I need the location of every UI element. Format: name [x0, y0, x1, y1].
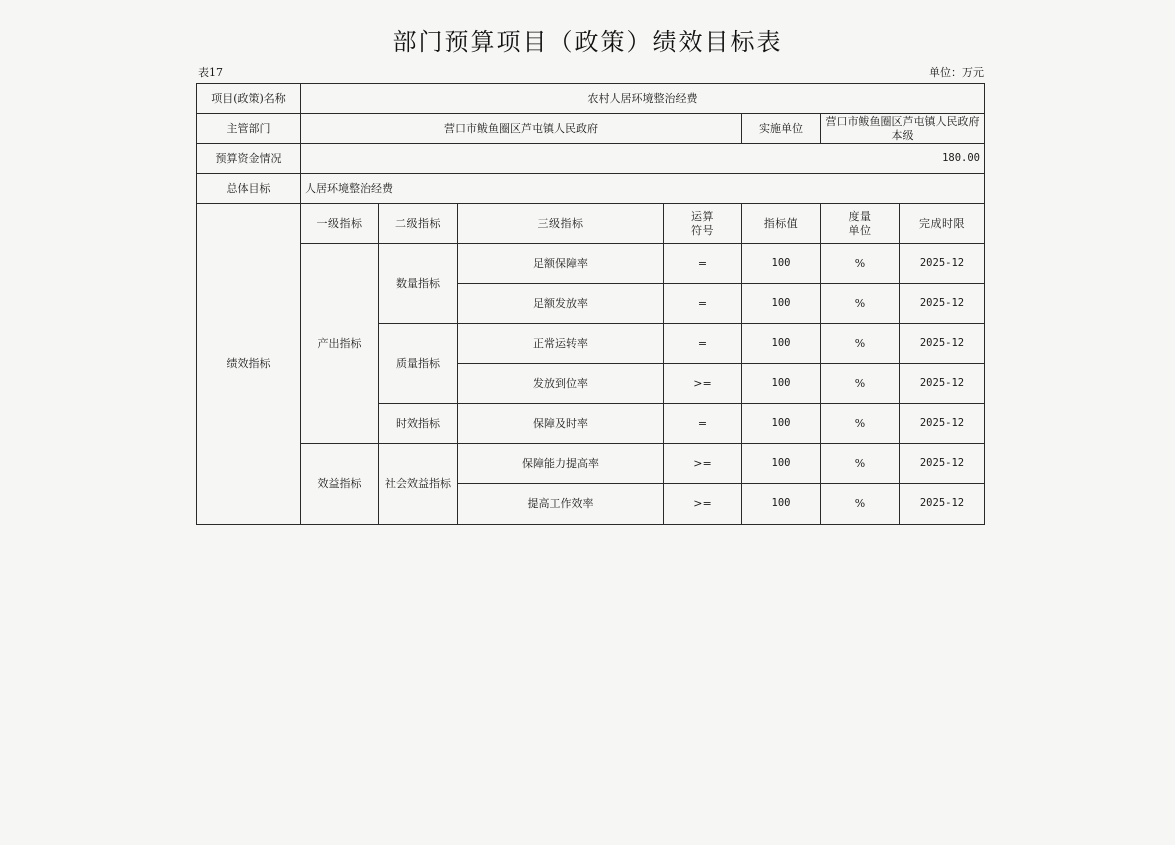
- page-title: 部门预算项目（政策）绩效目标表: [392, 28, 783, 56]
- row-budget-funds: [197, 144, 985, 174]
- header-operator: [664, 204, 742, 244]
- project-name-label: 项目(政策)名称: [197, 84, 301, 114]
- header-level1: 一级指标: [301, 204, 379, 244]
- implementing-unit-value: 营口市鲅鱼圈区芦屯镇人民政府本级: [821, 114, 985, 144]
- unit-cell: %: [821, 244, 900, 284]
- row-indicator-header: [197, 204, 985, 244]
- operator-cell: >=: [664, 444, 742, 484]
- value-cell: 100: [742, 244, 821, 284]
- operator-cell: =: [664, 244, 742, 284]
- implementing-unit-label: 实施单位: [742, 114, 821, 144]
- header-level3: 三级指标: [458, 204, 664, 244]
- deadline-cell: 2025-12: [900, 484, 985, 525]
- deadline-cell: 2025-12: [900, 364, 985, 404]
- unit-cell: %: [821, 284, 900, 324]
- table-row: [197, 244, 985, 284]
- value-cell: 100: [742, 284, 821, 324]
- performance-target-table: [196, 83, 985, 525]
- row-project-name: [197, 84, 985, 114]
- value-cell: 100: [742, 404, 821, 444]
- operator-cell: >=: [664, 364, 742, 404]
- unit-cell: %: [821, 484, 900, 525]
- header-unit-line2: 单位: [848, 223, 872, 237]
- level3-cell: 发放到位率: [458, 364, 664, 404]
- level2-social-benefit: 社会效益指标: [379, 444, 458, 525]
- deadline-cell: 2025-12: [900, 244, 985, 284]
- row-overall-goal: [197, 174, 985, 204]
- header-deadline: 完成时限: [900, 204, 985, 244]
- overall-goal-value: 人居环境整治经费: [301, 174, 985, 204]
- value-cell: 100: [742, 484, 821, 525]
- level3-cell: 提高工作效率: [458, 484, 664, 525]
- header-unit-line1: 度量: [848, 209, 872, 223]
- operator-cell: =: [664, 284, 742, 324]
- level2-timeliness: 时效指标: [379, 404, 458, 444]
- deadline-cell: 2025-12: [900, 324, 985, 364]
- value-cell: 100: [742, 324, 821, 364]
- budget-funds-label: 预算资金情况: [197, 144, 301, 174]
- row-department: [197, 114, 985, 144]
- header-operator-line1: 运算: [691, 209, 714, 223]
- deadline-cell: 2025-12: [900, 284, 985, 324]
- level3-cell: 正常运转率: [458, 324, 664, 364]
- operator-cell: =: [664, 324, 742, 364]
- header-value: 指标值: [742, 204, 821, 244]
- project-name-value: 农村人居环境整治经费: [301, 84, 985, 114]
- level3-cell: 保障及时率: [458, 404, 664, 444]
- overall-goal-label: 总体目标: [197, 174, 301, 204]
- unit-cell: %: [821, 444, 900, 484]
- department-value: 营口市鲅鱼圈区芦屯镇人民政府: [301, 114, 742, 144]
- level3-cell: 保障能力提高率: [458, 444, 664, 484]
- header-level2: 二级指标: [379, 204, 458, 244]
- deadline-cell: 2025-12: [900, 404, 985, 444]
- level3-cell: 足额保障率: [458, 244, 664, 284]
- header-operator-line2: 符号: [691, 223, 714, 237]
- unit-cell: %: [821, 324, 900, 364]
- operator-cell: =: [664, 404, 742, 444]
- performance-indicators-label: 绩效指标: [197, 204, 301, 525]
- level1-benefit: 效益指标: [301, 444, 379, 525]
- unit-cell: %: [821, 404, 900, 444]
- level3-cell: 足额发放率: [458, 284, 664, 324]
- level1-output: 产出指标: [301, 244, 379, 444]
- value-cell: 100: [742, 444, 821, 484]
- level2-quantity: 数量指标: [379, 244, 458, 324]
- operator-cell: >=: [664, 484, 742, 525]
- department-label: 主管部门: [197, 114, 301, 144]
- table-number: 表17: [198, 66, 223, 79]
- deadline-cell: 2025-12: [900, 444, 985, 484]
- header-unit: [821, 204, 900, 244]
- value-cell: 100: [742, 364, 821, 404]
- table-row: [197, 444, 985, 484]
- level2-quality: 质量指标: [379, 324, 458, 404]
- budget-funds-value: 180.00: [301, 144, 985, 174]
- unit-label: 单位：万元: [929, 66, 984, 79]
- unit-cell: %: [821, 364, 900, 404]
